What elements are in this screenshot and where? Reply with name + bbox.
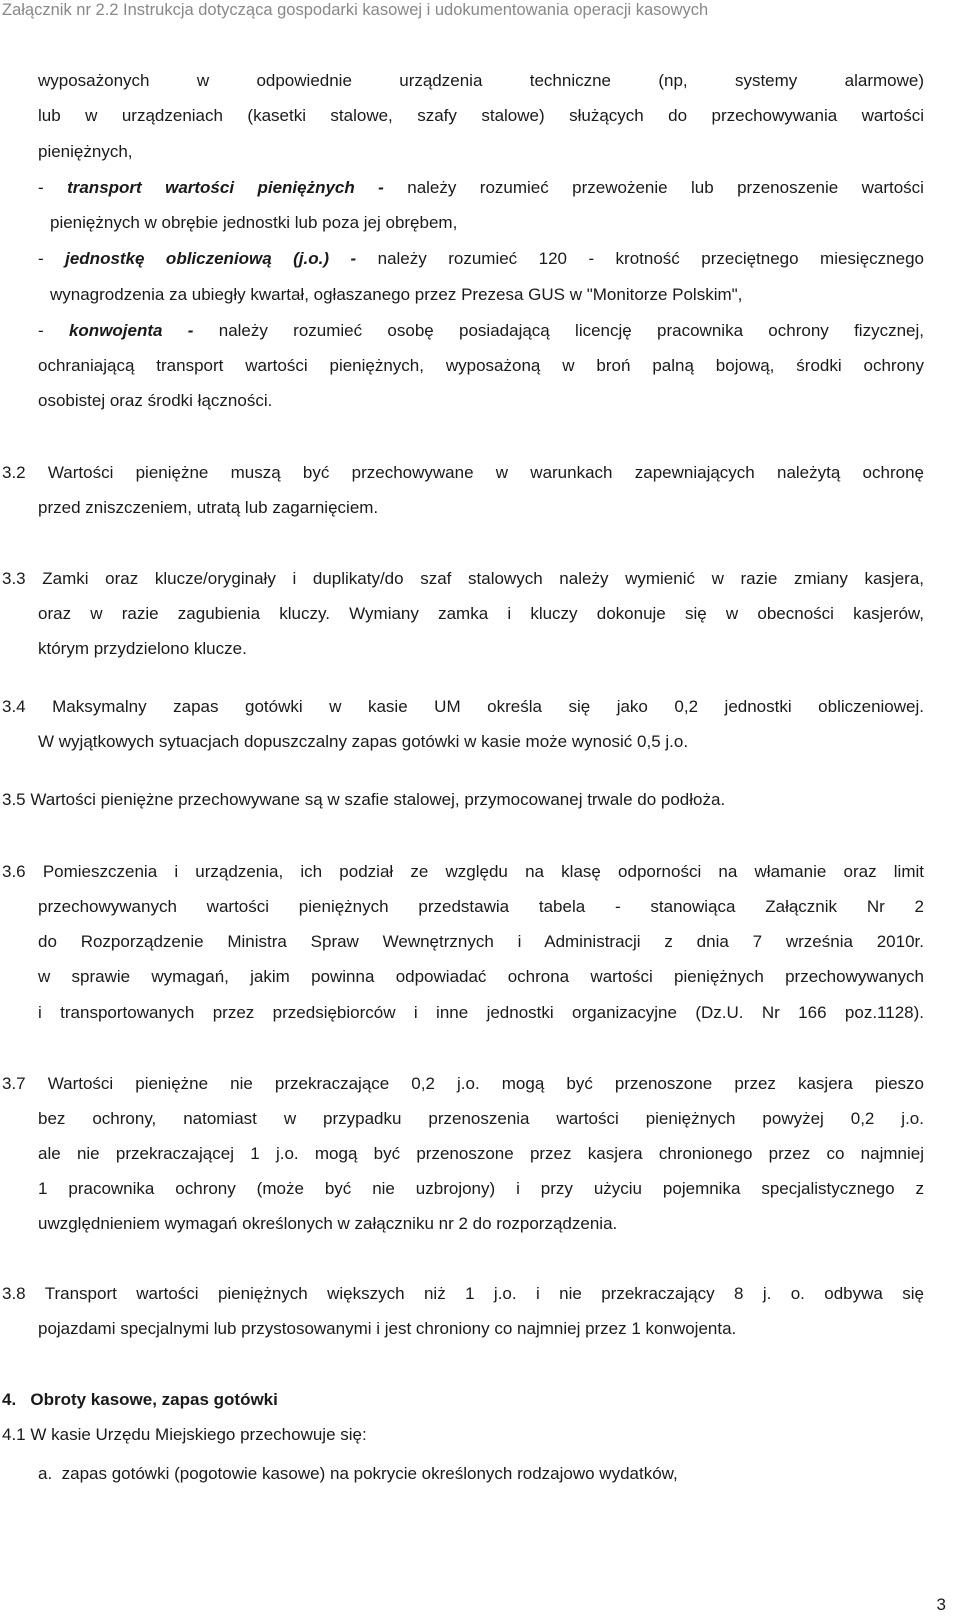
paragraph-3-3: 3.3 Zamki oraz klucze/oryginały i duplikaty/do szaf stalowych należy wymienić w razie zmiany kasjera, [2,569,924,588]
paragraph-line: bez ochrony, natomiast w przypadku przenoszenia wartości pieniężnych powyżej 0,2 j.o. [38,1109,924,1128]
defined-term: transport wartości pieniężnych - [67,178,384,197]
definition-continuation-line: pieniężnych w obrębie jednostki lub poza jej obrębem, [50,213,458,232]
list-item-a: a. zapas gotówki (pogotowie kasowe) na pokrycie określonych rodzajowo wydatków, [38,1464,678,1483]
definition-text: należy rozumieć przewożenie lub przenoszenie wartości [407,178,924,197]
defined-term: jednostkę obliczeniową (j.o.) - [65,249,357,268]
paragraph-line: W wyjątkowych sytuacjach dopuszczalny zapas gotówki w kasie może wynosić 0,5 j.o. [38,732,689,751]
paragraph-3-6: 3.6 Pomieszczenia i urządzenia, ich podział ze względu na klasę odporności na włamanie oraz limit [2,862,924,881]
paragraph-line: i transportowanych przez przedsiębiorców i inne jednostki organizacyjne (Dz.U. Nr 166 poz.1128). [38,1003,924,1022]
definition-konwojent [38,320,924,342]
definition-continuation-line: pieniężnych, [38,142,133,161]
definition-continuation-line: wyposażonych w odpowiednie urządzenia techniczne (np, systemy alarmowe) [38,71,924,90]
definition-continuation-line: lub w urządzeniach (kasetki stalowe, szafy stalowe) służących do przechowywania wartości [38,106,924,125]
paragraph-line: w sprawie wymagań, jakim powinna odpowiadać ochrona wartości pieniężnych przechowywanych [38,967,924,986]
paragraph-3-2: 3.2 Wartości pieniężne muszą być przechowywane w warunkach zapewniających należytą ochronę [2,463,924,482]
paragraph-line: uwzględnieniem wymagań określonych w załączniku nr 2 do rozporządzenia. [38,1214,618,1233]
list-dash: - [38,249,44,268]
definition-continuation-line: ochraniającą transport wartości pieniężnych, wyposażoną w broń palną bojową, środki ochrony [38,356,924,375]
list-dash: - [38,178,44,197]
definition-jednostka [38,248,924,270]
definition-text: należy rozumieć osobę posiadającą licencję pracownika ochrony fizycznej, [218,321,924,340]
paragraph-line: przed zniszczeniem, utratą lub zagarnięciem. [38,498,379,517]
definition-transport [38,177,924,199]
defined-term: konwojenta - [68,321,194,340]
definition-continuation-line: wynagrodzenia za ubiegły kwartał, ogłaszanego przez Prezesa GUS w "Monitorze Polskim", [50,285,743,304]
paragraph-4-1: 4.1 W kasie Urzędu Miejskiego przechowuje się: [2,1425,367,1444]
paragraph-3-4: 3.4 Maksymalny zapas gotówki w kasie UM określa się jako 0,2 jednostki obliczeniowej. [2,697,924,716]
header-text: Załącznik nr 2.2 Instrukcja dotycząca gospodarki kasowej i udokumentowania operacji kasowych [2,1,709,19]
definition-continuation-line: osobistej oraz środki łączności. [38,391,273,410]
paragraph-line: przechowywanych wartości pieniężnych przedstawia tabela - stanowiąca Załącznik Nr 2 [38,897,924,916]
page-number: 3 [936,1595,946,1614]
paragraph-line: do Rozporządzenie Ministra Spraw Wewnętrznych i Administracji z dnia 7 września 2010r. [38,932,924,951]
paragraph-3-5: 3.5 Wartości pieniężne przechowywane są w szafie stalowej, przymocowanej trwale do podłoża. [2,790,726,809]
paragraph-line: pojazdami specjalnymi lub przystosowanymi i jest chroniony co najmniej przez 1 konwojenta. [38,1319,737,1338]
paragraph-line: 1 pracownika ochrony (może być nie uzbrojony) i przy użyciu pojemnika specjalistycznego z [38,1179,924,1198]
definition-text: należy rozumieć 120 - krotność przeciętnego miesięcznego [377,249,924,268]
paragraph-line: którym przydzielono klucze. [38,639,247,658]
list-dash: - [38,321,44,340]
paragraph-line: ale nie przekraczającej 1 j.o. mogą być przenoszone przez kasjera chronionego przez co najmniej [38,1144,924,1163]
section-heading-4: 4. Obroty kasowe, zapas gotówki [2,1390,278,1409]
paragraph-line: oraz w razie zagubienia kluczy. Wymiany zamka i kluczy dokonuje się w obecności kasjerów, [38,604,924,623]
paragraph-3-7: 3.7 Wartości pieniężne nie przekraczające 0,2 j.o. mogą być przenoszone przez kasjera pieszo [2,1074,924,1093]
paragraph-3-8: 3.8 Transport wartości pieniężnych większych niż 1 j.o. i nie przekraczający 8 j. o. odbywa się [2,1284,924,1303]
